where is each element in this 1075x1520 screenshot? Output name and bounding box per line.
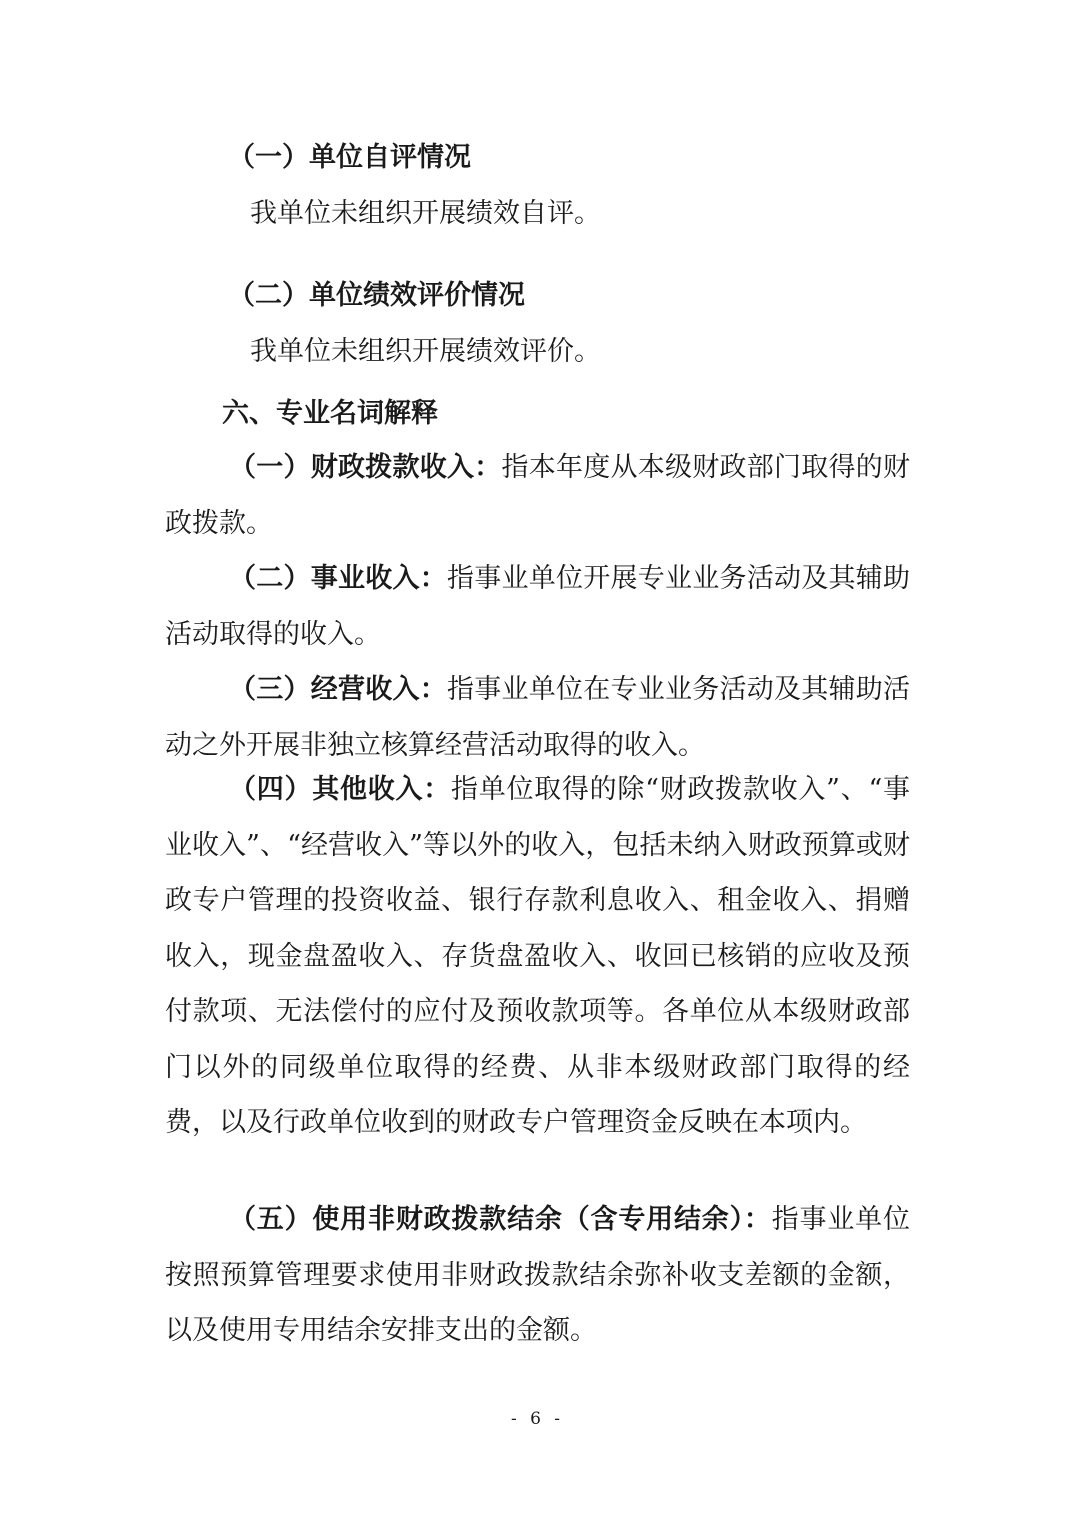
definition-other-income <box>165 762 910 1151</box>
definition-text: 指本年度从本级财政部门取得的财政拨款。 <box>165 452 910 539</box>
section-body-self-eval: 我单位未组织开展绩效自评。 <box>250 198 601 229</box>
definition-text: 指单位取得的除“财政拨款收入”、“事业收入”、“经营收入”等以外的收入，包括未纳入财政预算或财政专户管理的投资收益、银行存款利息收入、租金收入、捐赠收入，现金盘盈收入、存货盘盈收入、收回已核销的应收及预付款项、无法偿付的应付及预收款项等。各单位从本级财政部门以外的同级单位取得的经费、从非本级财政部门取得的经费，以及行政单位收到的财政专户管理资金反映在本项内。 <box>165 774 910 1138</box>
definition-term: （一）财政拨款收入： <box>229 452 502 483</box>
definition-term: （三）经营收入： <box>229 674 447 705</box>
definition-operating-income <box>165 662 910 773</box>
definition-business-income <box>165 551 910 662</box>
definition-non-fiscal-surplus <box>165 1192 910 1359</box>
definition-fiscal-appropriation <box>165 440 910 551</box>
page-number: - 6 - <box>510 1409 565 1429</box>
definition-term: （五）使用非财政拨款结余（含专用结余）： <box>229 1204 772 1235</box>
section-heading-self-eval: （一）单位自评情况 <box>228 142 471 173</box>
glossary-heading: 六、专业名词解释 <box>222 398 438 429</box>
definition-text: 指事业单位按照预算管理要求使用非财政拨款结余弥补收支差额的金额，以及使用专用结余安排支出的金额。 <box>165 1204 910 1346</box>
section-heading-perf-eval: （二）单位绩效评价情况 <box>228 280 525 311</box>
definition-text: 指事业单位在专业业务活动及其辅助活动之外开展非独立核算经营活动取得的收入。 <box>165 674 910 761</box>
definition-text: 指事业单位开展专业业务活动及其辅助活动取得的收入。 <box>165 563 910 650</box>
section-body-perf-eval: 我单位未组织开展绩效评价。 <box>250 336 601 367</box>
definition-term: （二）事业收入： <box>229 563 447 594</box>
definition-term: （四）其他收入： <box>229 774 451 805</box>
